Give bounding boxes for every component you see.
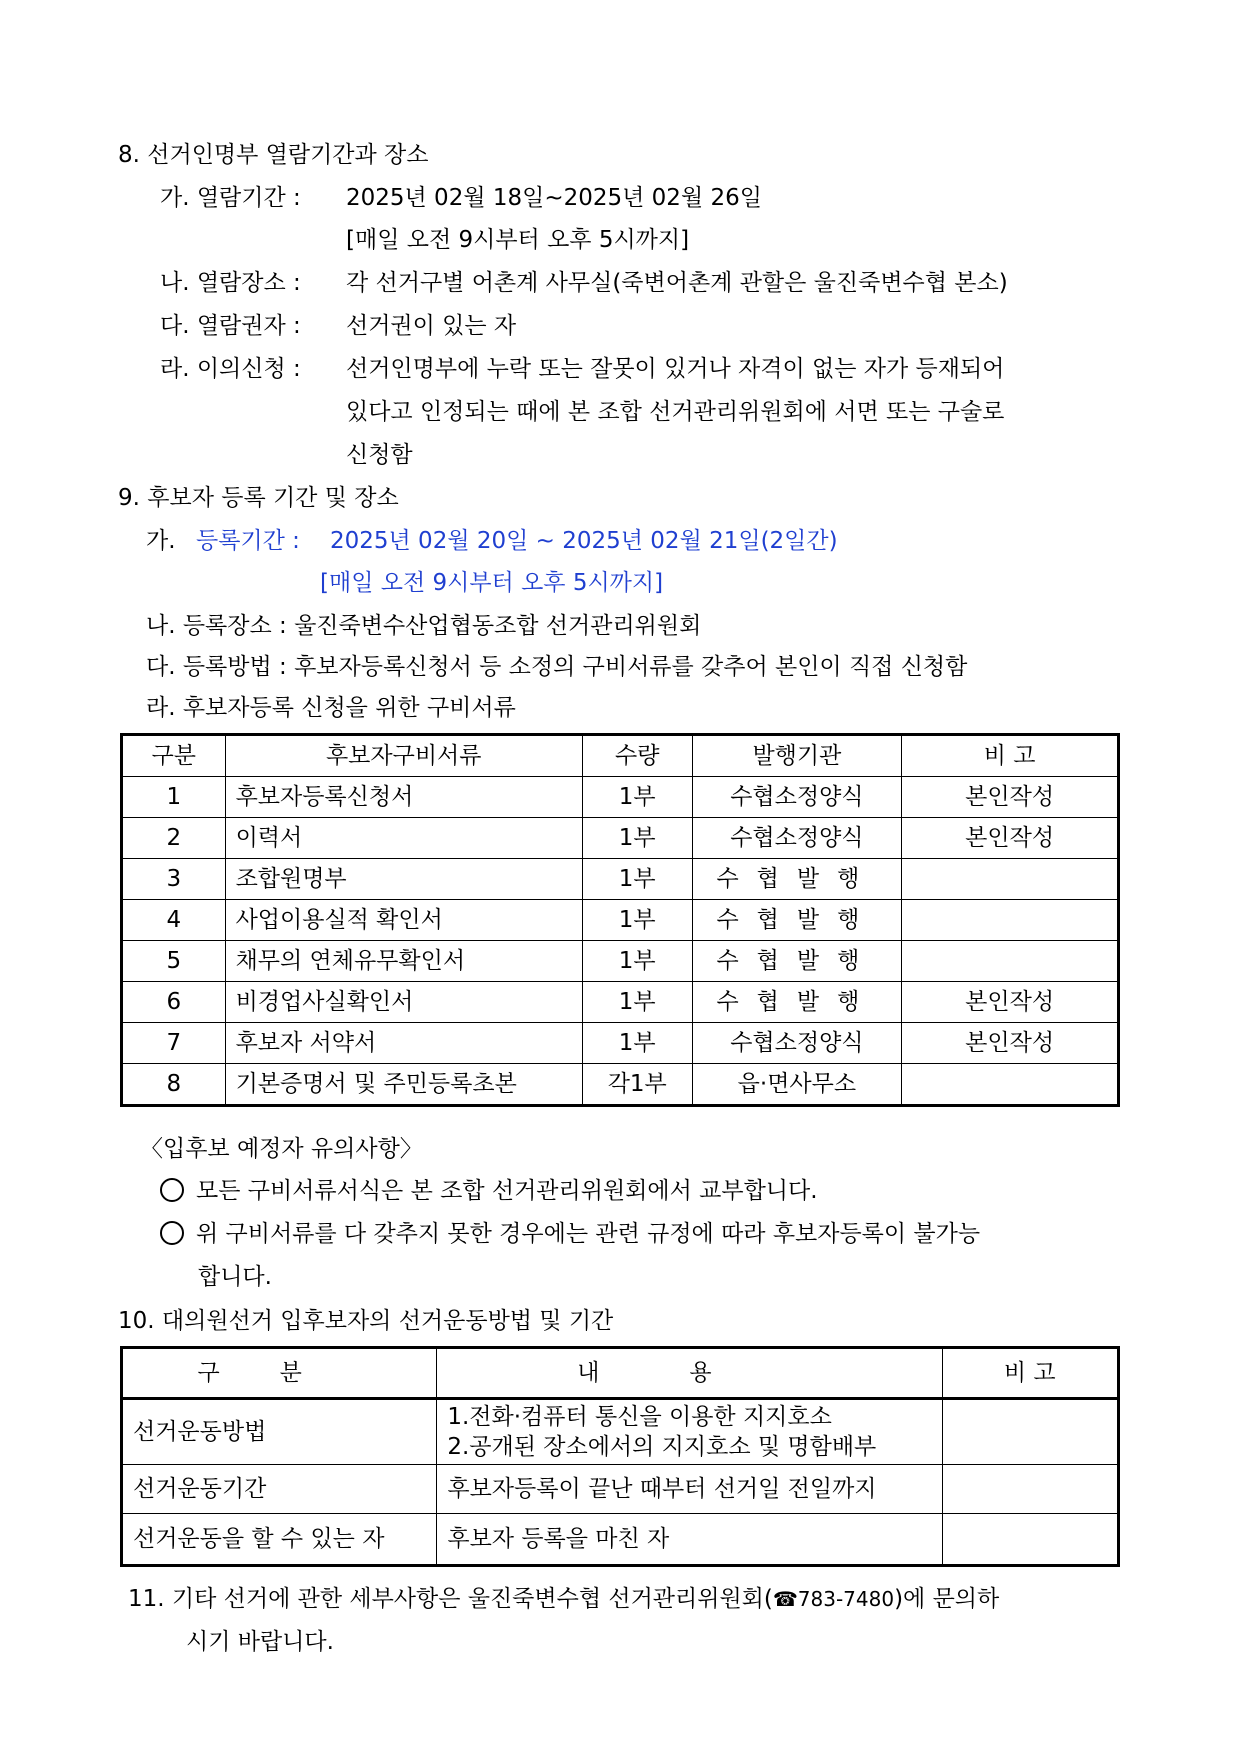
cell-note: 본인작성 bbox=[902, 777, 1119, 818]
cell-issuer: 수협발행 bbox=[692, 982, 902, 1023]
cell-key: 선거운동방법 bbox=[122, 1399, 437, 1465]
section-11-text-tail: )에 문의하 bbox=[894, 1586, 1000, 1612]
viewer-label: 다. 열람권자 : bbox=[160, 313, 301, 339]
cell-note: 본인작성 bbox=[902, 982, 1119, 1023]
cell-doc: 조합원명부 bbox=[225, 859, 582, 900]
section-11-line-1 bbox=[128, 1584, 999, 1614]
cell-issuer: 수협소정양식 bbox=[692, 818, 902, 859]
view-place-value: 각 선거구별 어촌계 사무실(죽변어촌계 관할은 울진죽변수협 본소) bbox=[346, 270, 1008, 296]
cell-value: 후보자 등록을 마친 자 bbox=[437, 1514, 942, 1566]
objection-label: 라. 이의신청 : bbox=[160, 356, 301, 382]
cell-value bbox=[437, 1399, 942, 1465]
reg-period-label: 등록기간 : bbox=[196, 528, 300, 554]
cell-issuer: 수협소정양식 bbox=[692, 777, 902, 818]
cell-doc: 사업이용실적 확인서 bbox=[225, 900, 582, 941]
note-item-2 bbox=[160, 1219, 980, 1249]
cell-issuer: 수협발행 bbox=[692, 900, 902, 941]
objection-line-1: 선거인명부에 누락 또는 잘못이 있거나 자격이 없는 자가 등재되어 bbox=[346, 356, 1005, 382]
cell-issuer: 수협소정양식 bbox=[692, 1023, 902, 1064]
cell-no: 7 bbox=[122, 1023, 226, 1064]
section-11-line-2: 시기 바랍니다. bbox=[186, 1629, 334, 1655]
circle-bullet-icon bbox=[160, 1178, 184, 1202]
cell-doc: 비경업사실확인서 bbox=[225, 982, 582, 1023]
col-header: 구분 bbox=[122, 735, 226, 777]
reg-place: 나. 등록장소 : 울진죽변수산업협동조합 선거관리위원회 bbox=[146, 613, 702, 639]
cell-note bbox=[942, 1514, 1118, 1566]
section-9-heading: 9. 후보자 등록 기간 및 장소 bbox=[118, 485, 399, 511]
reg-period-hours: [매일 오전 9시부터 오후 5시까지] bbox=[320, 570, 664, 596]
cell-qty: 각1부 bbox=[582, 1064, 692, 1106]
cell-qty: 1부 bbox=[582, 859, 692, 900]
notes-title: 〈입후보 예정자 유의사항〉 bbox=[140, 1136, 423, 1162]
cell-no: 1 bbox=[122, 777, 226, 818]
table-row bbox=[122, 1064, 1119, 1106]
note-1-text: 모든 구비서류서식은 본 조합 선거관리위원회에서 교부합니다. bbox=[196, 1178, 818, 1204]
cell-no: 3 bbox=[122, 859, 226, 900]
cell-no: 5 bbox=[122, 941, 226, 982]
cell-qty: 1부 bbox=[582, 777, 692, 818]
cell-issuer: 수협발행 bbox=[692, 859, 902, 900]
cell-no: 6 bbox=[122, 982, 226, 1023]
cell-doc: 이력서 bbox=[225, 818, 582, 859]
col-header: 구분 bbox=[122, 1348, 437, 1399]
cell-doc: 후보자 서약서 bbox=[225, 1023, 582, 1064]
section-8-heading: 8. 선거인명부 열람기간과 장소 bbox=[118, 142, 429, 168]
table-header-row bbox=[122, 735, 1119, 777]
phone-number: ☎783-7480 bbox=[772, 1587, 895, 1611]
reg-period-value: 2025년 02월 20일 ~ 2025년 02월 21일(2일간) bbox=[330, 528, 838, 554]
cell-qty: 1부 bbox=[582, 900, 692, 941]
table-row bbox=[122, 1514, 1119, 1566]
cell-note bbox=[902, 941, 1119, 982]
section-11-text: 11. 기타 선거에 관한 세부사항은 울진죽변수협 선거관리위원회( bbox=[128, 1586, 773, 1612]
table-row bbox=[122, 859, 1119, 900]
col-header: 수량 bbox=[582, 735, 692, 777]
note-2-cont: 합니다. bbox=[198, 1264, 272, 1290]
cell-note: 본인작성 bbox=[902, 1023, 1119, 1064]
view-period-value: 2025년 02월 18일~2025년 02월 26일 bbox=[346, 185, 762, 211]
col-header: 후보자구비서류 bbox=[225, 735, 582, 777]
table-header-row bbox=[122, 1348, 1119, 1399]
view-place-label: 나. 열람장소 : bbox=[160, 270, 301, 296]
col-header: 비 고 bbox=[942, 1348, 1118, 1399]
cell-doc: 후보자등록신청서 bbox=[225, 777, 582, 818]
cell-no: 2 bbox=[122, 818, 226, 859]
table-row bbox=[122, 1465, 1119, 1514]
reg-period-prefix: 가. bbox=[146, 528, 176, 554]
view-period-label: 가. 열람기간 : bbox=[160, 185, 301, 211]
circle-bullet-icon bbox=[160, 1221, 184, 1245]
cell-qty: 1부 bbox=[582, 982, 692, 1023]
method-line-2: 2.공개된 장소에서의 지지호소 및 명함배부 bbox=[447, 1434, 877, 1460]
cell-key: 선거운동을 할 수 있는 자 bbox=[122, 1514, 437, 1566]
cell-value: 후보자등록이 끝난 때부터 선거일 전일까지 bbox=[437, 1465, 942, 1514]
note-2-text: 위 구비서류를 다 갖추지 못한 경우에는 관련 규정에 따라 후보자등록이 불가능 bbox=[196, 1221, 981, 1247]
cell-note bbox=[902, 1064, 1119, 1106]
cell-note bbox=[942, 1465, 1118, 1514]
reg-docs-title: 라. 후보자등록 신청을 위한 구비서류 bbox=[146, 695, 516, 721]
note-item-1 bbox=[160, 1176, 818, 1206]
campaign-table bbox=[120, 1346, 1120, 1567]
col-header: 발행기관 bbox=[692, 735, 902, 777]
view-period-hours: [매일 오전 9시부터 오후 5시까지] bbox=[346, 227, 690, 253]
table-row bbox=[122, 1023, 1119, 1064]
cell-note bbox=[902, 859, 1119, 900]
cell-note bbox=[902, 900, 1119, 941]
reg-method: 다. 등록방법 : 후보자등록신청서 등 소정의 구비서류를 갖추어 본인이 직접 신청함 bbox=[146, 654, 968, 680]
method-line-1: 1.전화·컴퓨터 통신을 이용한 지지호소 bbox=[447, 1404, 832, 1430]
table-row bbox=[122, 941, 1119, 982]
table-row bbox=[122, 777, 1119, 818]
cell-qty: 1부 bbox=[582, 941, 692, 982]
cell-qty: 1부 bbox=[582, 1023, 692, 1064]
cell-issuer: 읍·면사무소 bbox=[692, 1064, 902, 1106]
objection-line-3: 신청함 bbox=[346, 442, 413, 468]
table-row bbox=[122, 900, 1119, 941]
table-row bbox=[122, 818, 1119, 859]
cell-no: 4 bbox=[122, 900, 226, 941]
col-header: 내용 bbox=[437, 1348, 942, 1399]
cell-doc: 채무의 연체유무확인서 bbox=[225, 941, 582, 982]
cell-key: 선거운동기간 bbox=[122, 1465, 437, 1514]
cell-issuer: 수협발행 bbox=[692, 941, 902, 982]
required-documents-table bbox=[120, 733, 1120, 1107]
table-row bbox=[122, 982, 1119, 1023]
cell-doc: 기본증명서 및 주민등록초본 bbox=[225, 1064, 582, 1106]
col-header: 비 고 bbox=[902, 735, 1119, 777]
cell-note: 본인작성 bbox=[902, 818, 1119, 859]
cell-no: 8 bbox=[122, 1064, 226, 1106]
table-row bbox=[122, 1399, 1119, 1465]
cell-note bbox=[942, 1399, 1118, 1465]
cell-qty: 1부 bbox=[582, 818, 692, 859]
section-10-heading: 10. 대의원선거 입후보자의 선거운동방법 및 기간 bbox=[118, 1308, 614, 1334]
objection-line-2: 있다고 인정되는 때에 본 조합 선거관리위원회에 서면 또는 구술로 bbox=[346, 399, 1005, 425]
viewer-value: 선거권이 있는 자 bbox=[346, 313, 517, 339]
